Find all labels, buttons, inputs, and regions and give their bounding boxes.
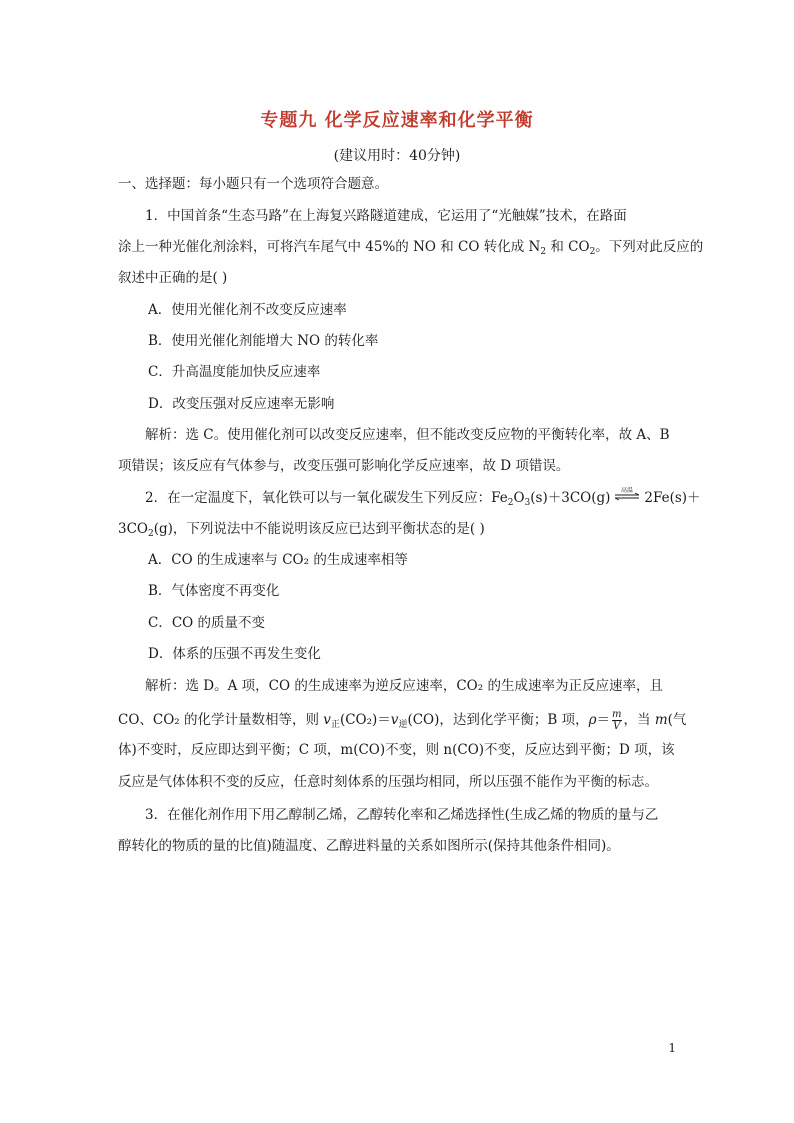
q2-line-2b: (g)，下列说法中不能说明该反应已达到平衡状态的是( ) (153, 521, 485, 537)
q2-line-1a: 2．在一定温度下，氧化铁可以与一氧化碳发生下列反应：Fe (145, 490, 508, 506)
q1-line-2b: 和 CO (546, 239, 590, 255)
q1-line-3: 叙述中正确的是( ) (118, 270, 228, 286)
q3-line-1: 3．在催化剂作用下用乙醇制乙烯，乙醇转化率和乙烯选择性(生成乙烯的物质的量与乙 (145, 807, 659, 823)
q2-co2-sub: 2 (148, 529, 154, 539)
q2-option-a: A．CO 的生成速率与 CO₂ 的生成速率相等 (148, 552, 408, 568)
equals-sign: ＝ (596, 712, 611, 728)
q2-option-b: B．气体密度不再变化 (148, 583, 280, 599)
q2-fe2-sub: 2 (507, 498, 514, 508)
q2-analysis-2b: (CO₂)＝ (339, 712, 391, 728)
page-title: 专题九 化学反应速率和化学平衡 (260, 110, 534, 131)
q2-line-1d: 2Fe(s)＋ (644, 490, 701, 506)
q3-line-2: 醇转化的物质的量的比值)随温度、乙醇进料量的关系如图所示(保持其他条件相同)。 (118, 838, 620, 854)
q2-line-2 (118, 519, 485, 539)
q2-line-1 (145, 488, 701, 509)
q2-option-d: D．体系的压强不再发生变化 (148, 646, 321, 662)
q2-analysis-2 (118, 709, 686, 732)
q1-option-d: D．改变压强对反应速率无影响 (148, 396, 335, 412)
q2-analysis-2a: CO、CO₂ 的化学计量数相等，则 (118, 712, 324, 728)
v-symbol-2: v (390, 712, 399, 728)
q1-n2-sub: 2 (540, 247, 547, 257)
q2-line-1c: (s)＋3CO(g) (530, 490, 611, 506)
q2-analysis-4: 反应是气体体积不变的反应，任意时刻体系的压强均相同，所以压强不能作为平衡的标志。 (118, 774, 658, 790)
q2-analysis-2d: ，当 (623, 712, 655, 728)
q2-o3-sub: 3 (524, 498, 531, 508)
rho-symbol: ρ (588, 712, 597, 728)
q1-line-2 (118, 237, 703, 257)
q2-analysis-2e: (气 (667, 712, 687, 728)
v-reverse-sub: 逆 (398, 720, 408, 730)
q1-option-a: A．使用光催化剂不改变反应速率 (148, 302, 347, 318)
page-number: 1 (668, 1041, 676, 1055)
q1-line-2a: 涂上一种光催化剂涂料，可将汽车尾气中 45%的 NO 和 CO 转化成 N (118, 239, 541, 255)
density-fraction (612, 709, 621, 732)
q1-co2-sub: 2 (589, 247, 596, 257)
m-symbol: m (654, 712, 668, 728)
q1-line-1: 1．中国首条“生态马路”在上海复兴路隧道建成，它运用了“光触媒”技术，在路面 (145, 208, 627, 224)
q2-line-1b: O (513, 490, 525, 506)
q2-option-c: C．CO 的质量不变 (148, 615, 266, 631)
equilibrium-arrow-icon (613, 487, 641, 507)
fraction-denominator: V (613, 721, 621, 732)
q2-analysis-2c: (CO)，达到化学平衡；B 项， (407, 712, 589, 728)
q1-analysis-1: 解析：选 C。使用催化剂可以改变反应速率，但不能改变反应物的平衡转化率，故 A、B (145, 427, 670, 443)
q2-line-2a: 3CO (118, 521, 148, 537)
section-header: 一、选择题：每小题只有一个选项符合题意。 (118, 176, 388, 192)
q1-analysis-2: 项错误；该反应有气体参与，改变压强可影响化学反应速率，故 D 项错误。 (118, 458, 570, 474)
q2-analysis-1: 解析：选 D。A 项，CO 的生成速率为逆反应速率，CO₂ 的生成速率为正反应速率，且 (145, 678, 663, 694)
q1-option-c: C．升高温度能加快反应速率 (148, 364, 321, 380)
q1-line-2c: 。下列对此反应的 (595, 239, 704, 255)
q1-option-b: B．使用光催化剂能增大 NO 的转化率 (148, 333, 379, 349)
arrow-label: 高温 (621, 486, 634, 494)
fraction-numerator: m (612, 709, 622, 720)
q2-analysis-3: 体)不变时，反应即达到平衡；C 项，m(CO)不变，则 n(CO)不变，反应达到平衡；D 项，该 (118, 742, 675, 758)
v-forward-sub: 正 (330, 720, 340, 730)
page-subtitle: (建议用时：40分钟) (333, 148, 461, 164)
v-symbol: v (323, 712, 331, 728)
